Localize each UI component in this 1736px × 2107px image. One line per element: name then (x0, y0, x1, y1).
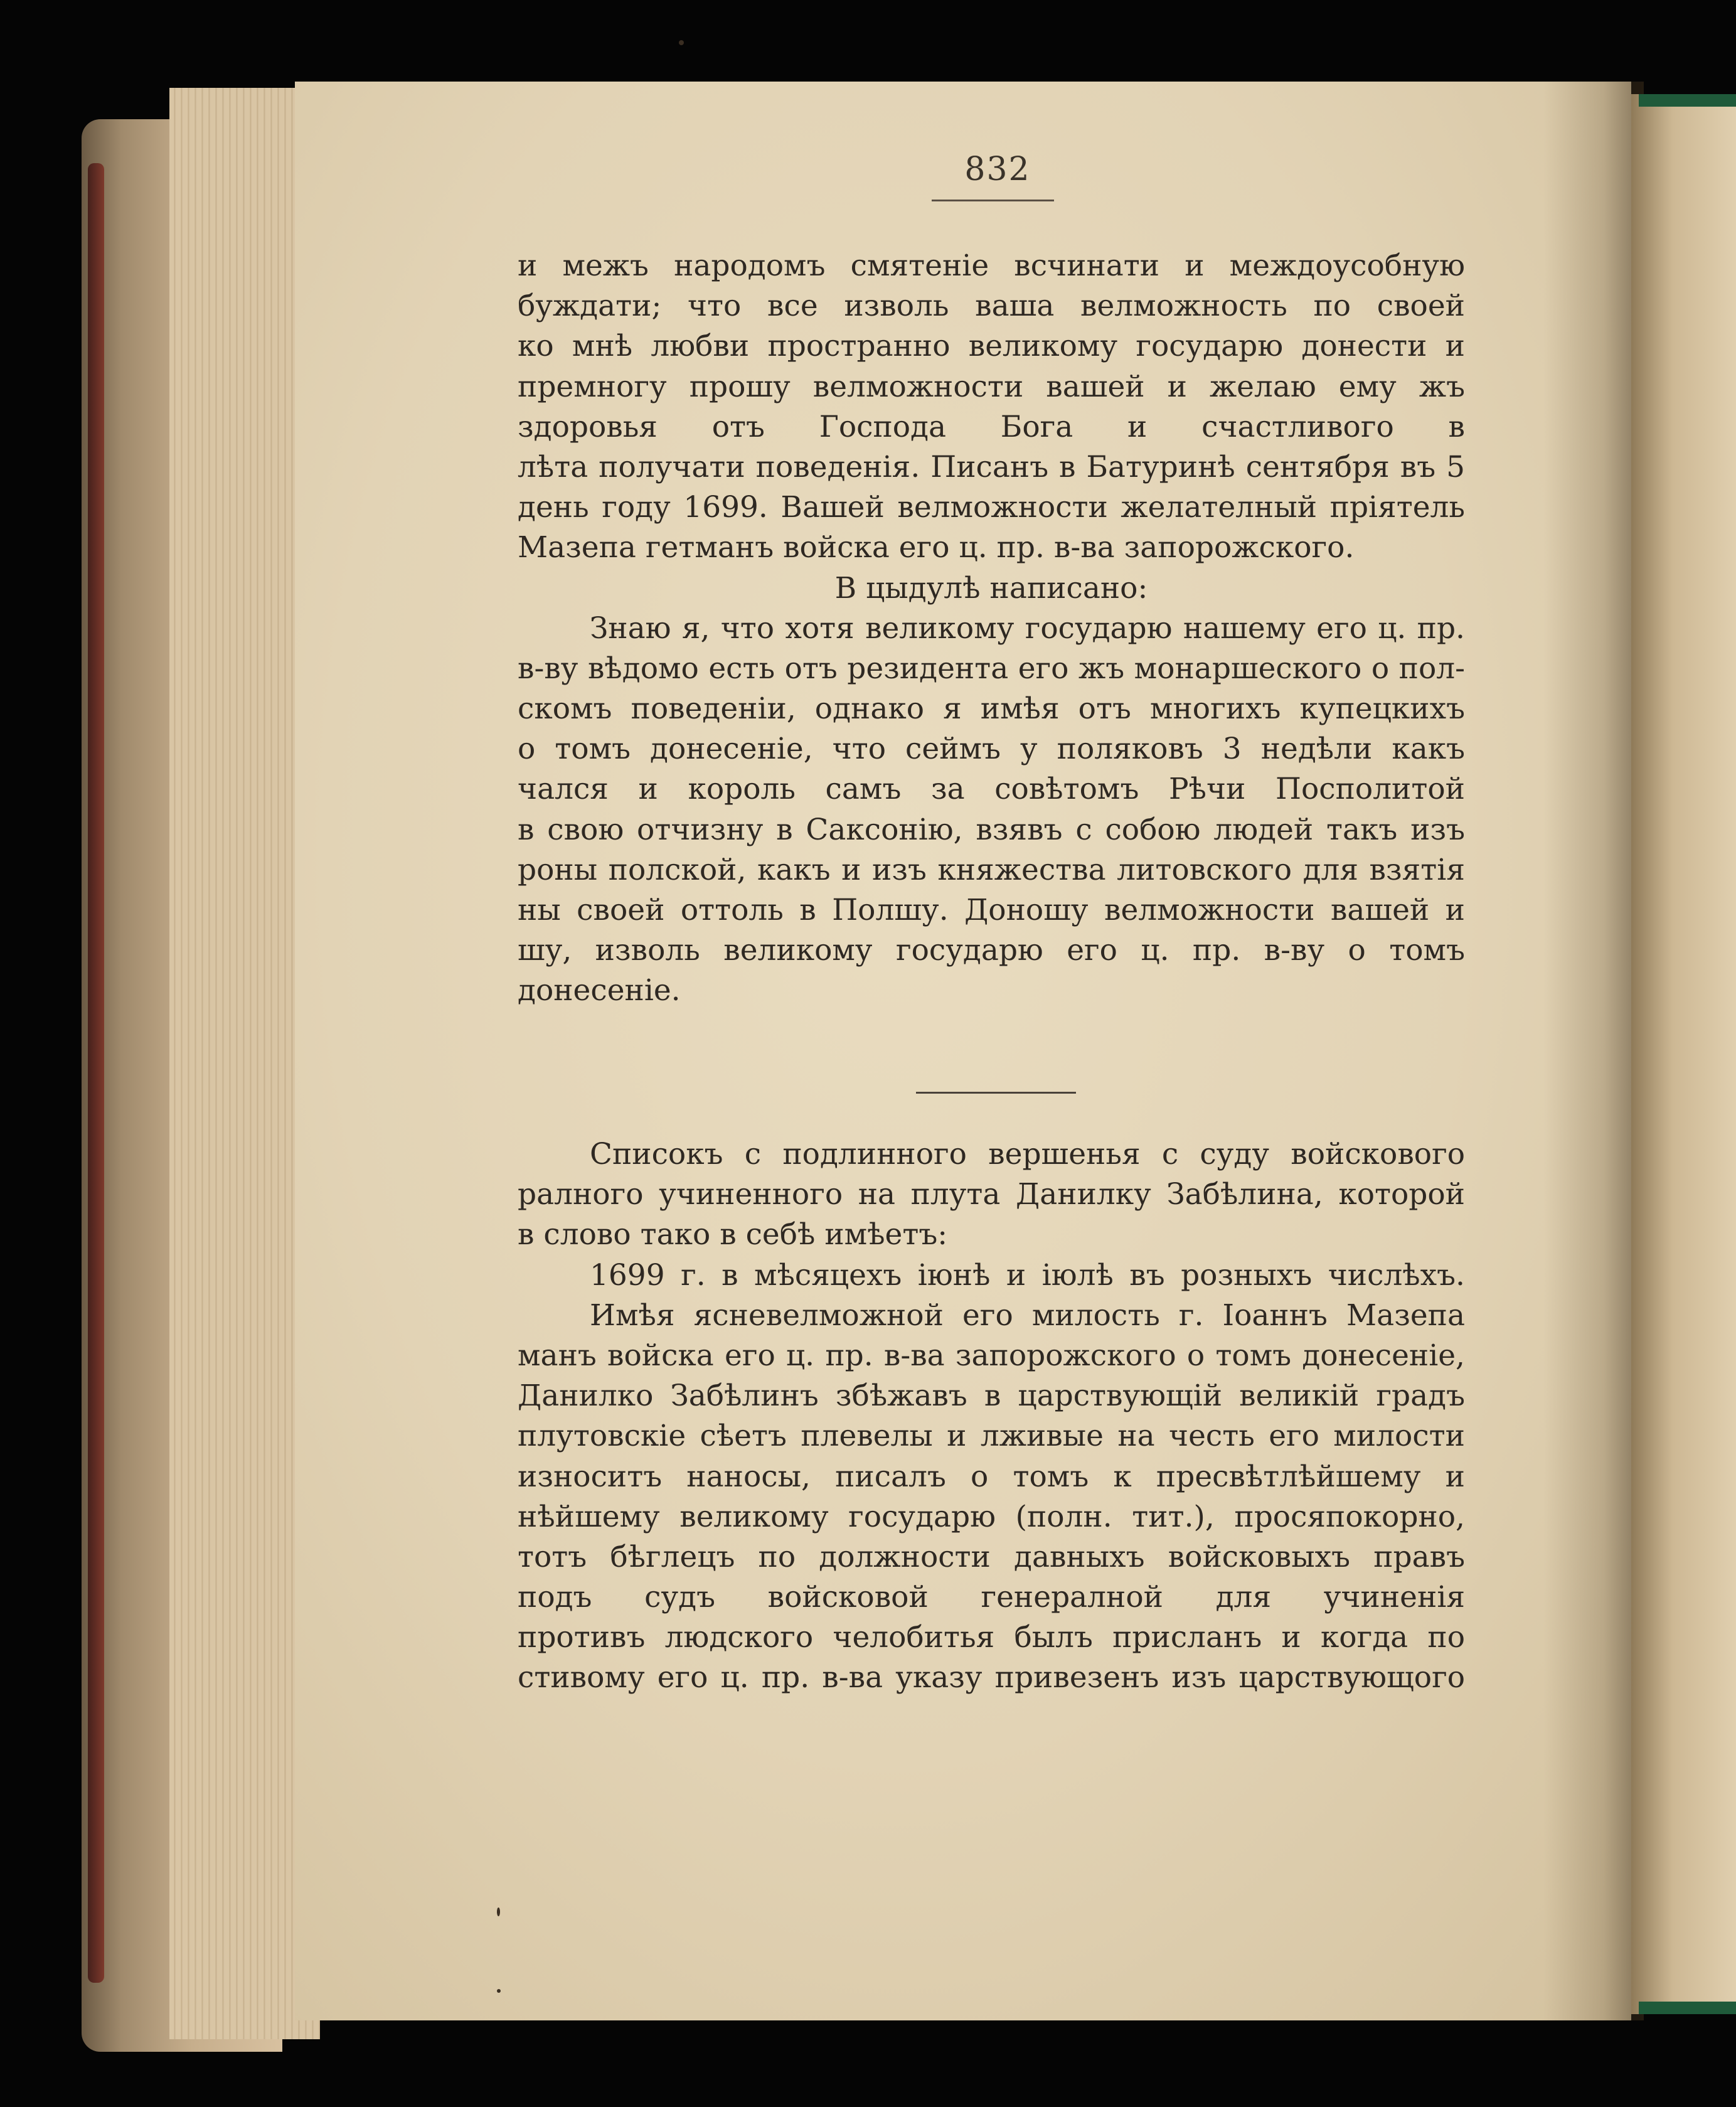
text-line: тотъ бѣглецъ по должности давныхъ войсковыхъ правъ (518, 1539, 1465, 1574)
right-cover-top (1639, 94, 1736, 107)
text-block-verdict (518, 1134, 1465, 1699)
text-line: в-ву вѣдомо есть отъ резидента его жъ монаршеского о пол- (518, 651, 1465, 686)
text-line: Данилко Забѣлинъ збѣжавъ в царствующій великій градъ (518, 1379, 1465, 1414)
text-line: нѣйшему великому государю (полн. тит.), просяпокорно, (518, 1499, 1465, 1534)
cydule-heading: В цыдулѣ написано: (834, 570, 1148, 605)
text-line: и межъ народомъ смятеніе всчинати и междоусобную (518, 248, 1465, 283)
text-line: стивому его ц. пр. в-ва указу привезенъ изъ царствующого (518, 1660, 1465, 1695)
text-line: скомъ поведеніи, однако я имѣя отъ многихъ купецкихъ (518, 691, 1465, 727)
text-line: Имѣя ясневелможной его милость г. Іоаннъ Мазепа (590, 1298, 1465, 1333)
text-line: ралного учиненного на плута Данилку Забѣлина, которой (518, 1177, 1465, 1212)
text-line: чался и король самъ за совѣтомъ Рѣчи Посполитой (518, 772, 1465, 807)
text-line: противъ людского челобитья былъ присланъ и когда по (518, 1620, 1465, 1655)
speck (497, 1989, 501, 1993)
text-line: плутовскіе сѣетъ плевелы и лживые на честь его милости (518, 1419, 1465, 1454)
text-line: здоровья отъ Господа Бога и счастливого в (518, 409, 1465, 444)
text-line: подъ судъ войсковой генералной для учиненія (518, 1580, 1465, 1615)
text-line: Мазепа гетманъ войска его ц. пр. в-ва запорожского. (518, 530, 1355, 565)
text-line: в слово тако в себѣ имѣетъ: (518, 1217, 948, 1252)
text-line: ко мнѣ любви пространно великому государю донести и (518, 329, 1465, 364)
right-page-edge (1631, 94, 1736, 2014)
text-line: манъ войска его ц. пр. в-ва запорожского о томъ донесеніе, (518, 1338, 1465, 1373)
text-line: Списокъ с подлинного вершенья с суду войскового (590, 1137, 1465, 1171)
text-line: лѣта получати поведенія. Писанъ в Батуринѣ сентября въ 5 (518, 449, 1465, 484)
text-line: премногу прошу велможности вашей и желаю ему жъ (518, 369, 1465, 404)
text-line: донесеніе. (518, 973, 681, 1008)
page-number-rule (932, 200, 1054, 201)
text-line: износитъ наносы, писалъ о томъ к пресвѣтлѣйшему и (518, 1459, 1465, 1494)
text-line: ны своей оттоль в Полшу. Доношу велможности вашей и (518, 893, 1465, 927)
section-divider (916, 1092, 1076, 1094)
text-line: роны полской, какъ и изъ княжества литовского для взятія (518, 852, 1465, 887)
speck (497, 1907, 500, 1916)
text-line: о томъ донесеніе, что сеймъ у поляковъ 3 недѣли какъ (518, 732, 1465, 767)
speck (679, 40, 684, 45)
text-line: шу, изволь великому государю его ц. пр. в-ву о томъ (518, 933, 1465, 968)
text-line: буждати; что все изволь ваша велможность по своей (518, 289, 1465, 324)
text-line: в свою отчизну в Саксонію, взявъ с собою людей такъ изъ (518, 812, 1465, 847)
text-line: день году 1699. Вашей велможности желателный пріятель (518, 490, 1465, 525)
gutter-shadow (1543, 82, 1644, 2020)
book-cover-edge (88, 163, 104, 1983)
date-line: 1699 г. в мѣсяцехъ іюнѣ и іюлѣ въ розныхъ числѣхъ. (590, 1257, 1465, 1293)
right-cover-bottom (1639, 2002, 1736, 2014)
text-block-letter (518, 246, 1465, 1011)
page-number: 832 (964, 151, 1031, 188)
text-line: Знаю я, что хотя великому государю нашему его ц. пр. (590, 611, 1465, 646)
